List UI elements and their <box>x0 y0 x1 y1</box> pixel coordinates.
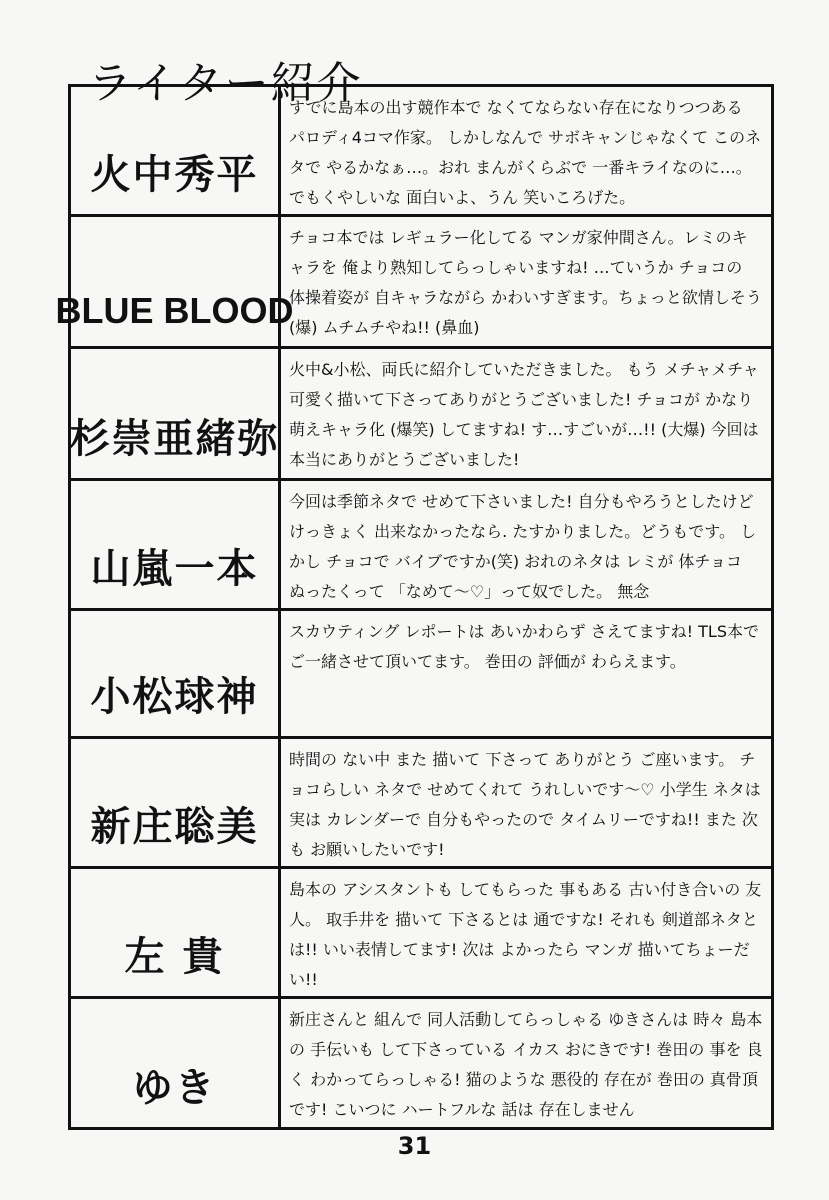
writer-table <box>55 84 774 1130</box>
writer-comment: 時間の ない中 また 描いて 下さって ありがとう ご座います。 チョコらしい ネタで せめてくれて うれしいです〜♡ 小学生 ネタは 実は カレンダーで 自分もやったので タイムリーですね!! また 次も お願いしたいです! <box>289 750 761 859</box>
writer-row <box>71 869 771 999</box>
page-title: ライター紹介 <box>88 58 363 110</box>
writer-name: 火中秀平 <box>71 87 281 214</box>
writer-name: 新庄聡美 <box>71 739 281 866</box>
writer-row <box>55 217 771 349</box>
writer-row <box>71 481 771 611</box>
writer-row <box>71 999 771 1127</box>
writer-comment: 新庄さんと 組んで 同人活動してらっしゃる ゆきさんは 時々 島本の 手伝いも して下さっている イカス おにきです! 巻田の 事を 良く わかってらっしゃる! 猫のような 悪役的 存在が 巻田の 真骨頂です! こいつに ハートフルな 話は 存在しません <box>289 1010 763 1119</box>
writer-name: 杉崇亜緒弥 <box>71 349 281 478</box>
writer-comment: スカウティング レポートは あいかわらず さえてますね! TLS本で ご一緒させて頂いてます。 巻田の 評価が わらえます。 <box>289 622 760 671</box>
writer-name: 左 貴 <box>71 869 281 996</box>
writer-row <box>71 739 771 869</box>
writer-comment: 島本の アシスタントも してもらった 事もある 古い付き合いの 友人。 取手井を 描いて 下さるとは 通ですな! それも 剣道部ネタとは!! いい表情してます! 次は よかったら マンガ 描いてちょーだい!! <box>289 880 762 989</box>
writer-row <box>71 349 771 481</box>
writer-row <box>71 611 771 739</box>
writer-name: 山嵐一本 <box>71 481 281 608</box>
writer-name: 小松球神 <box>71 611 281 736</box>
page-number: 31 <box>397 1132 432 1160</box>
writer-row <box>71 87 771 217</box>
writer-name: BLUE BLOOD <box>71 217 281 346</box>
writer-comment: 火中&小松、両氏に紹介していただきました。 もう メチャメチャ 可愛く描いて下さってありがとうございました! チョコが かなり萌えキャラ化 (爆笑) してますね! す…すごいが…!! (大爆) 今回は本当にありがとうございました! <box>289 360 759 469</box>
writer-comment: 今回は季節ネタで せめて下さいました! 自分もやろうとしたけど けっきょく 出来なかったなら. たすかりました。どうもです。 しかし チョコで バイブですか(笑) おれのネタは レミが 体チョコ ぬったくって 「なめて〜♡」って奴でした。 無念 <box>289 492 757 601</box>
writer-name: ゆき <box>71 999 281 1127</box>
writer-comment: チョコ本では レギュラー化してる マンガ家仲間さん。レミのキャラを 俺より熟知してらっしゃいますね! …ていうか チョコの 体操着姿が 自キャラながら かわいすぎます。ちょっと欲情しそう (爆) ムチムチやね!! (鼻血) <box>289 228 762 337</box>
writer-comment: すでに島本の出す競作本で なくてならない存在になりつつある パロディ4コマ作家。 しかしなんで サボキャンじゃなくて このネタで やるかなぁ…。おれ まんがくらぶで 一番キライなのに…。でもくやしいな 面白いよ、うん 笑いころげた。 <box>289 98 762 207</box>
